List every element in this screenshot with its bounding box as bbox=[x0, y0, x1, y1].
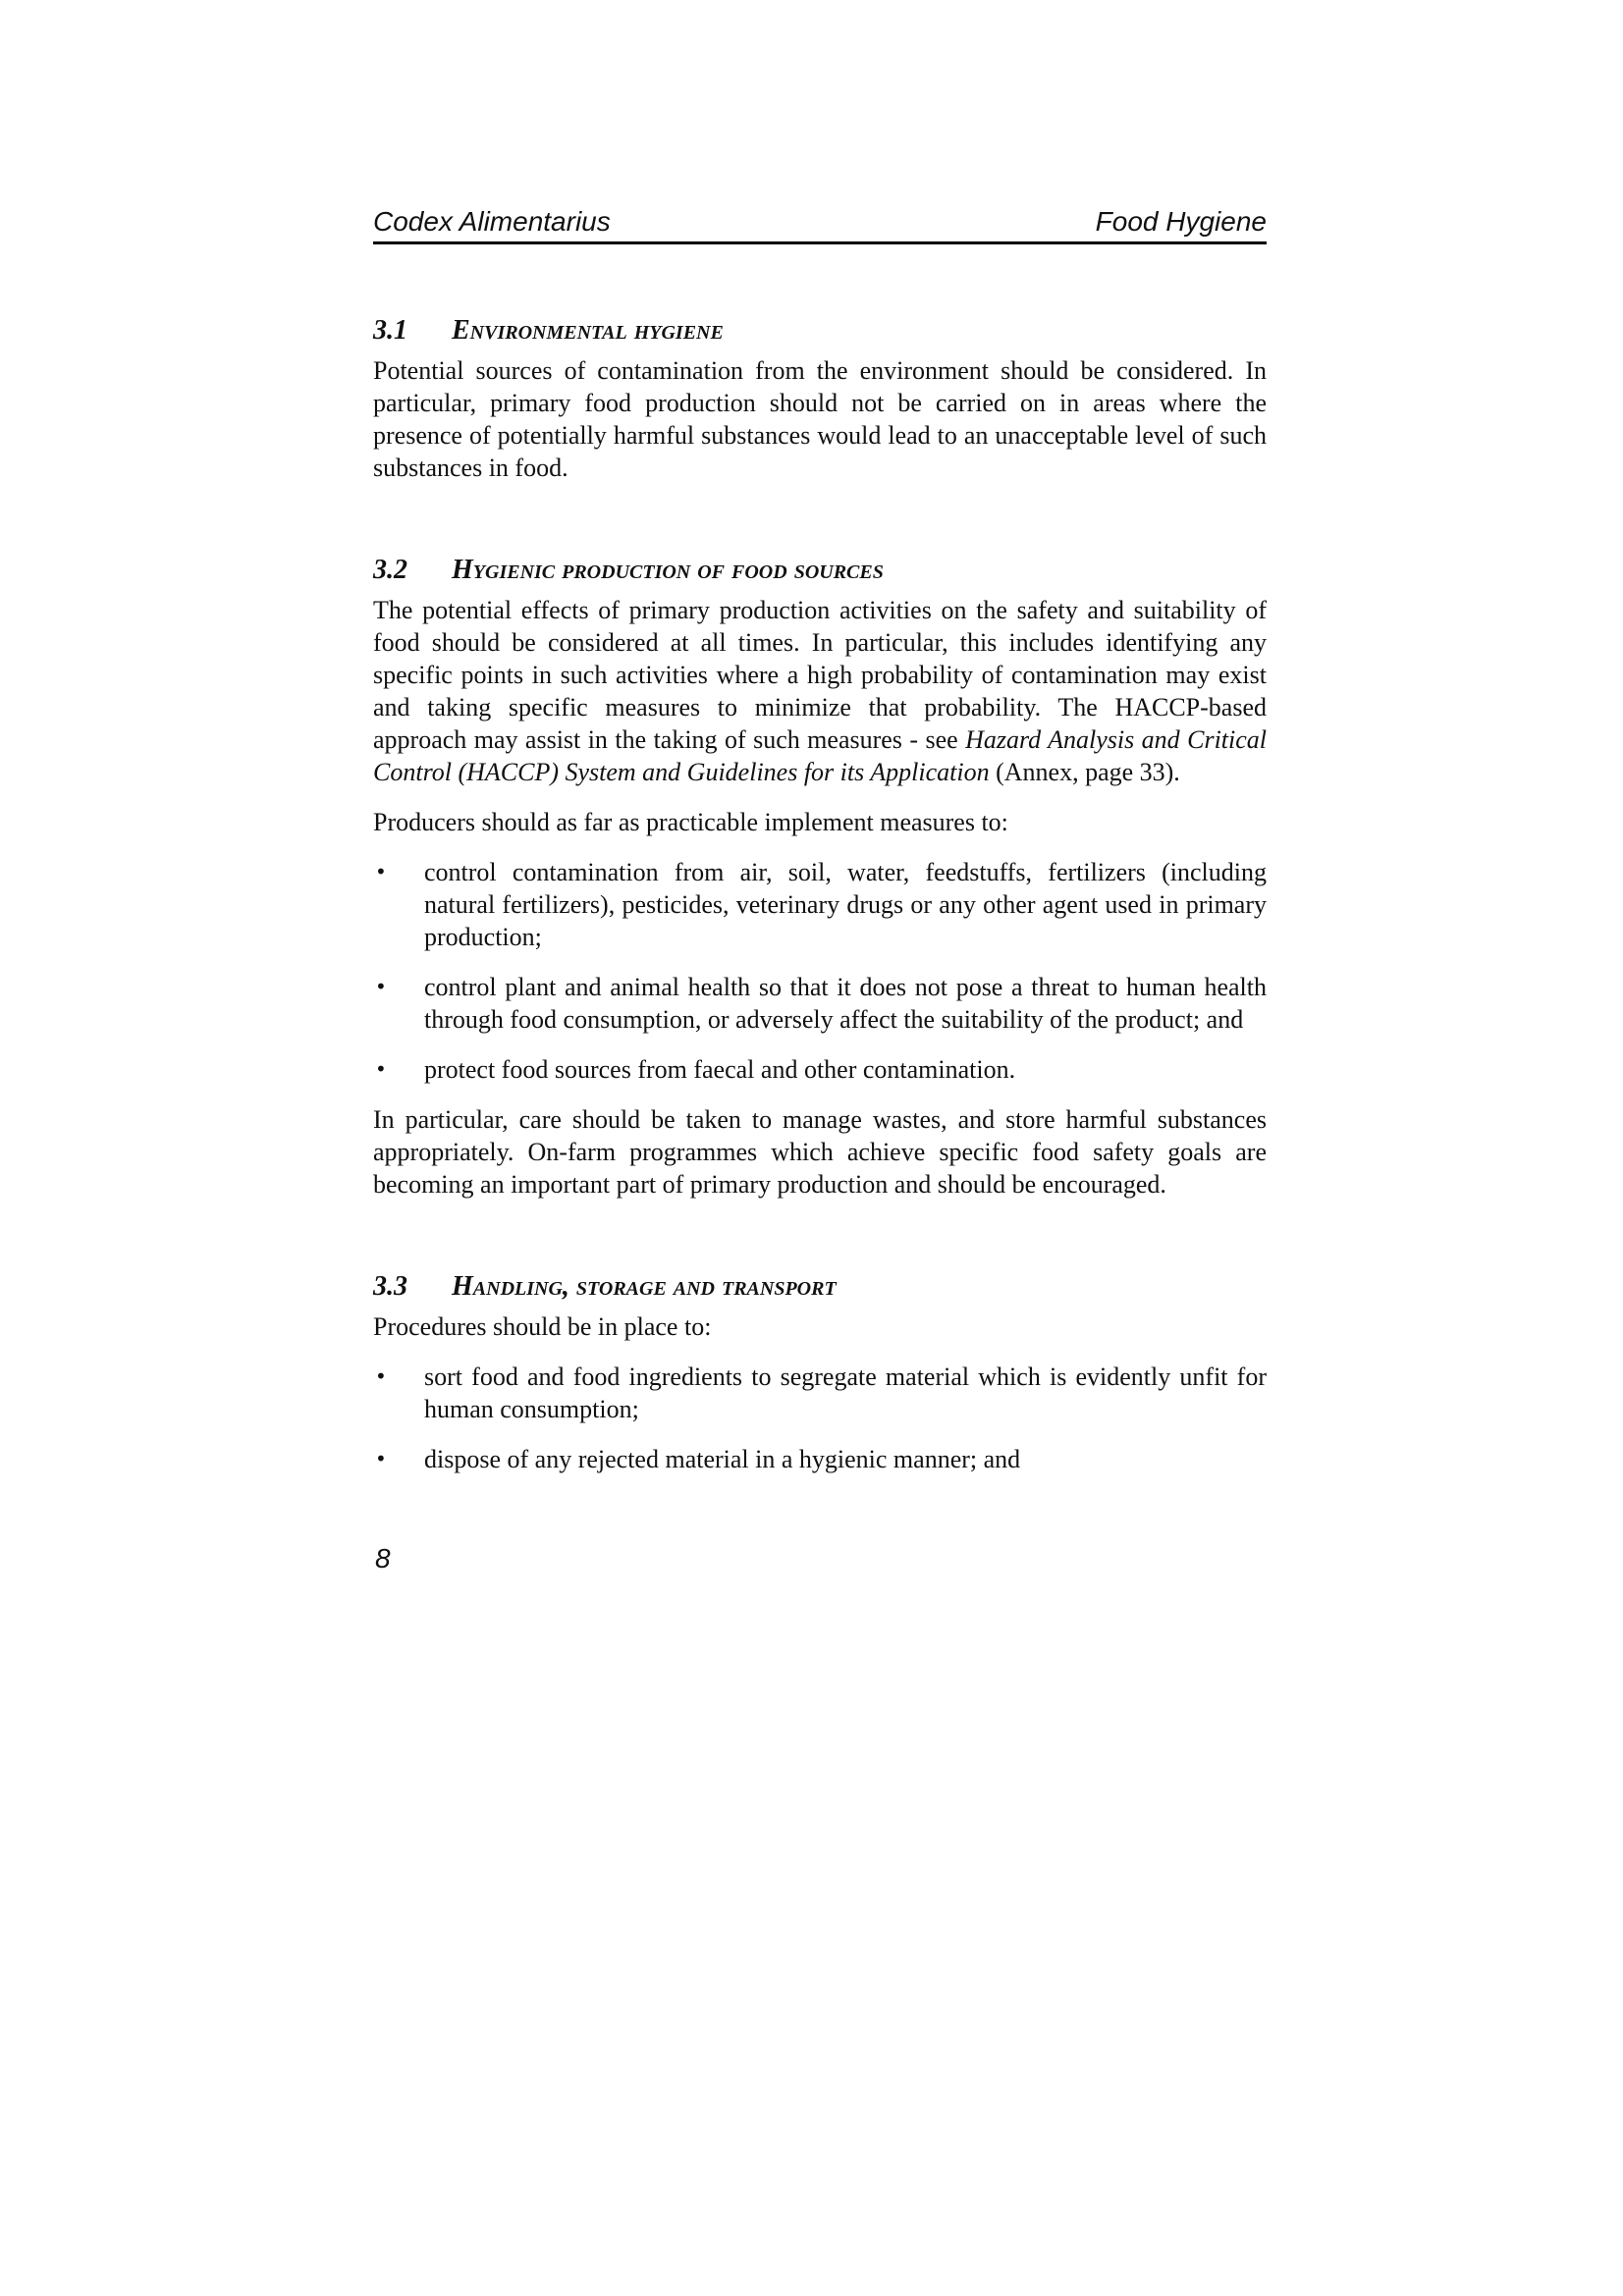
list-item-text: control plant and animal health so that it does not pose a threat to human health through food consumption, or adversely affect the suitability of the product; and bbox=[424, 973, 1267, 1034]
bullet-icon: • bbox=[375, 860, 387, 883]
paragraph: In particular, care should be taken to manage wastes, and store harmful substances appropriately. On-farm programmes which achieve specific food safety goals are becoming an important part of primary production and should be encouraged. bbox=[373, 1105, 1267, 1199]
section-number: 3.3 bbox=[373, 1271, 407, 1302]
section-title: Environmental hygiene bbox=[452, 315, 724, 346]
paragraph: Procedures should be in place to: bbox=[373, 1312, 712, 1341]
page-number: 8 bbox=[375, 1543, 391, 1574]
section-number: 3.2 bbox=[373, 555, 407, 585]
list-item bbox=[373, 856, 1267, 953]
list-item-text: dispose of any rejected material in a hygienic manner; and bbox=[424, 1445, 1021, 1473]
page-content bbox=[373, 206, 1267, 1475]
section-heading bbox=[373, 555, 1267, 586]
header-right: Food Hygiene bbox=[1095, 206, 1267, 237]
bullet-icon: • bbox=[375, 1364, 387, 1388]
list-item bbox=[373, 971, 1267, 1036]
bullet-list bbox=[373, 1361, 1267, 1475]
paragraph-text: (Annex, page 33). bbox=[989, 758, 1180, 786]
header-left: Codex Alimentarius bbox=[373, 206, 611, 237]
list-item-text: sort food and food ingredients to segregate material which is evidently unfit for human consumption; bbox=[424, 1362, 1267, 1423]
running-header bbox=[373, 206, 1267, 244]
list-item bbox=[373, 1053, 1267, 1086]
list-item bbox=[373, 1443, 1267, 1475]
list-item-text: protect food sources from faecal and other contamination. bbox=[424, 1055, 1016, 1084]
section-heading bbox=[373, 315, 1267, 347]
section-3-1 bbox=[373, 315, 1267, 484]
section-3-2 bbox=[373, 555, 1267, 1201]
section-title: Hygienic production of food sources bbox=[452, 555, 884, 585]
list-item bbox=[373, 1361, 1267, 1425]
section-3-3 bbox=[373, 1271, 1267, 1475]
bullet-icon: • bbox=[375, 975, 387, 998]
paragraph-text: The potential effects of primary production activities on the safety and suitability of food should be considered at all times. In particular, this includes identifying any specific points in such activities where a high probability of contamination may exist and taking specific measures to minimize that probability. The HACCP-based approach may assist in the taking of such measures - see bbox=[373, 596, 1267, 754]
document-reference: Hazard Analysis and Critical Control (HACCP) System and Guidelines for its Application bbox=[373, 725, 1268, 786]
section-title: Handling, storage and transport bbox=[452, 1271, 837, 1302]
section-heading bbox=[373, 1271, 1267, 1303]
bullet-icon: • bbox=[375, 1057, 387, 1081]
section-number: 3.1 bbox=[373, 315, 407, 346]
paragraph: Producers should as far as practicable implement measures to: bbox=[373, 808, 1008, 836]
bullet-icon: • bbox=[375, 1447, 387, 1470]
list-item-text: control contamination from air, soil, water, feedstuffs, fertilizers (including natural fertilizers), pesticides, veterinary drugs or any other agent used in primary production; bbox=[424, 858, 1267, 951]
paragraph: Potential sources of contamination from the environment should be considered. In particular, primary food production should not be carried on in areas where the presence of potentially harmful substances would lead to an unacceptable level of such substances in food. bbox=[373, 356, 1267, 482]
bullet-list bbox=[373, 856, 1267, 1086]
paragraph bbox=[373, 594, 1267, 788]
